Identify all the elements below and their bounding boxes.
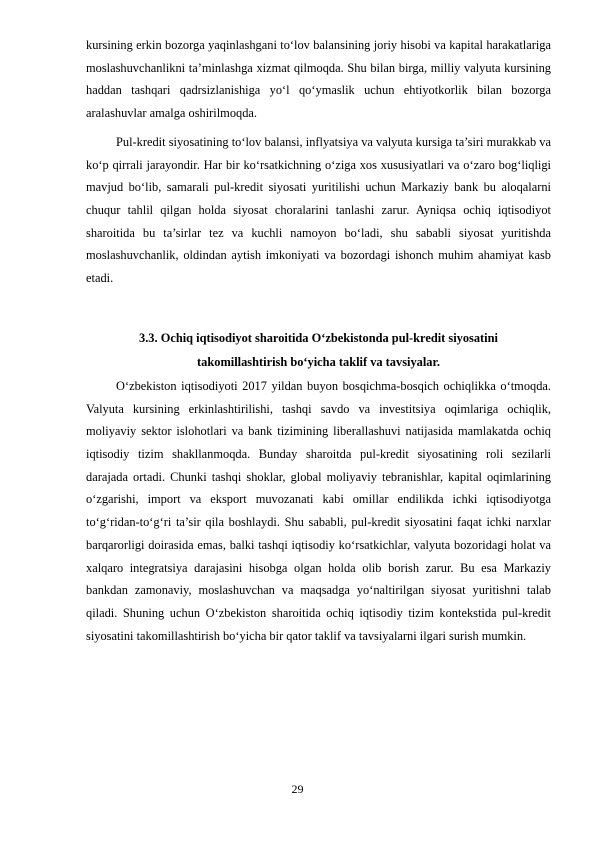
section-heading: 3.3. Ochiq iqtisodiyot sharoitida O‘zbekistonda pul-kredit siyosatini takomillashtirish bo‘yicha taklif va tavsiyalar. xyxy=(139,330,498,370)
paragraph-uzbekistan-economy: O‘zbekiston iqtisodiyoti 2017 yildan buyon bosqichma-bosqich ochiqlikka o‘tmoqda. Valyuta kursining erkinlashtirilishi, tashqi savdo va investitsiya oqimlariga ochiqlik, moliyaviy sektor islohotlari va bank tizimining liberallashuvi natijasida mamlakatda ochiq iqtisodiy tizim shakllanmoqda. Bunday sharoitda pul-kredit siyosatining roli sezilarli darajada ortadi. Chunki tashqi shoklar, global moliyaviy tebranishlar, kapital oqimlarining o‘zgarishi, import va eksport muvozanati kabi omillar endilikda ichki iqtisodiyotga to‘g‘ridan-to‘g‘ri ta’sir qila boshlaydi. Shu sababli, pul-kredit siyosatini faqat ichki narxlar barqarorligi doirasida emas, balki tashqi iqtisodiy ko‘rsatkichlar, valyuta bozoridagi holat va xalqaro integratsiya darajasini hisobga olgan holda olib borish zarur. Bu esa Markaziy bankdan zamonaviy, moslashuvchan va maqsadga yo‘naltirilgan siyosat yuritishni talab qiladi. Shuning uchun O‘zbekiston sharoitida ochiq iqtisodiy tizim kontekstida pul-kredit siyosatini takomillashtirish bo‘yicha bir qator taklif va tavsiyalarni ilgari surish mumkin. xyxy=(86,378,551,643)
document-page xyxy=(86,34,551,647)
paragraph-exchange-rate: kursining erkin bozorga yaqinlashgani to‘lov balansining joriy hisobi va kapital harakatlariga moslashuvchanlikni ta’minlashga xizmat qilmoqda. Shu bilan birga, milliy valyuta kursining haddan tashqari qadrsizlanishiga yo‘l qo‘ymaslik uchun ehtiyotkorlik bilan bozorga aralashuvlar amalga oshirilmoqda. xyxy=(86,38,551,121)
page-number: 29 xyxy=(291,782,304,796)
paragraph-monetary-policy-impact: Pul-kredit siyosatining to‘lov balansi, inflyatsiya va valyuta kursiga ta’siri murakkab va ko‘p qirrali jarayondir. Har bir ko‘rsatkichning o‘ziga xos xususiyatlari va o‘zaro bog‘liqligi mavjud bo‘lib, samarali pul-kredit siyosati yuritilishi uchun Markaziy bank bu aloqalarni chuqur tahlil qilgan holda siyosat choralarini tanlashi zarur. Ayniqsa ochiq iqtisodiyot sharoitida bu ta’sirlar tez va kuchli namoyon bo‘ladi, shu sababli siyosat yuritishda moslashuvchanlik, oldindan aytish imkoniyati va bozordagi ishonch muhim ahamiyat kasb etadi. xyxy=(86,134,551,286)
